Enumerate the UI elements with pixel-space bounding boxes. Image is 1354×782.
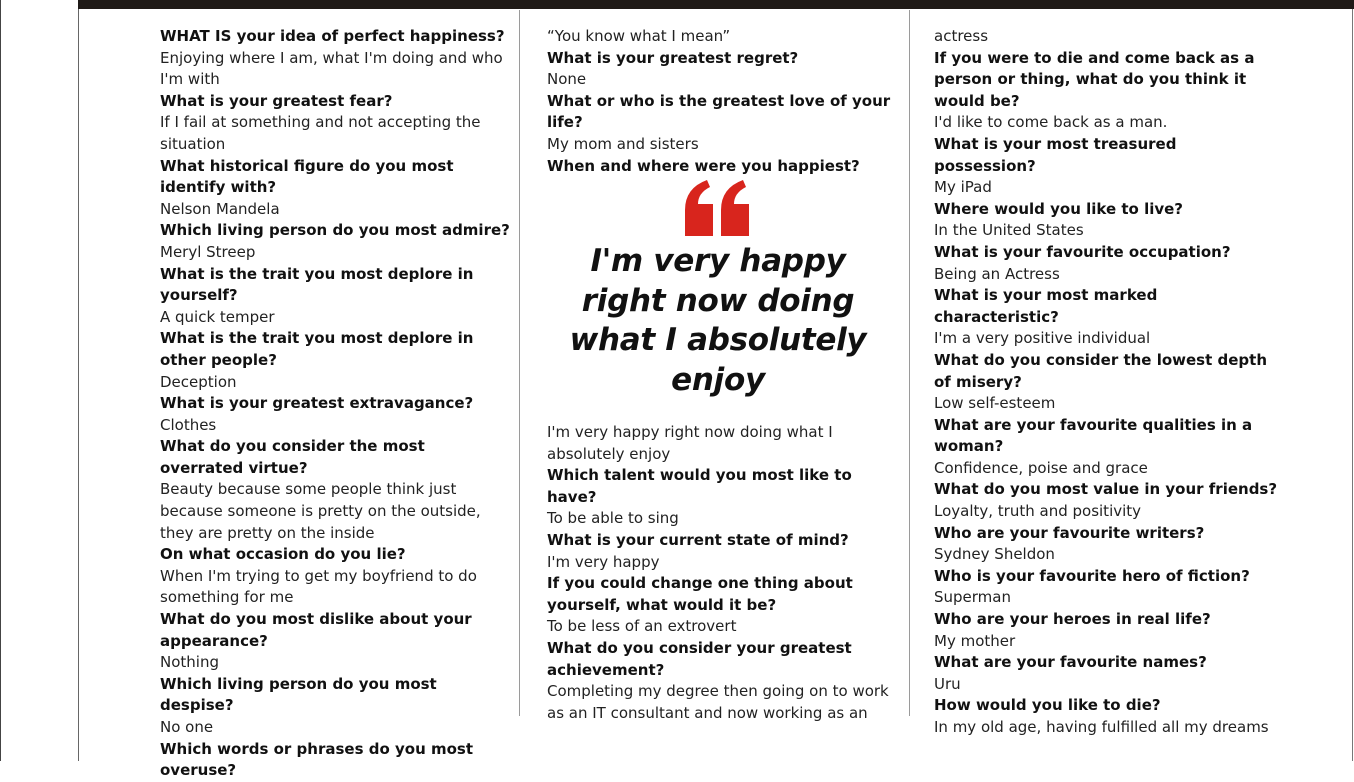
answer-text: I'm very happy right now doing what I absolutely enjoy (547, 423, 833, 463)
question-text: What is your greatest extravagance? (160, 394, 474, 413)
answer-text: None (547, 70, 587, 89)
answer-text: Sydney Sheldon (934, 545, 1055, 564)
question-text: Who is your favourite hero of fiction? (934, 566, 1250, 585)
answer-text: If I fail at something and not accepting the situation (160, 113, 481, 153)
page-edge-right (1352, 0, 1353, 761)
question-text: What is your greatest regret? (547, 48, 799, 67)
question-text: Which living person do you most admire? (160, 221, 510, 240)
question-text: What or who is the greatest love of your life? (547, 91, 891, 132)
question-text: Who are your favourite writers? (934, 523, 1205, 542)
answer-text: My iPad (934, 178, 992, 197)
question-text: Which words or phrases do you most overuse? (160, 739, 474, 780)
answer-text: Clothes (160, 415, 217, 434)
question-text: Which living person do you most despise? (160, 674, 437, 715)
answer-text: Loyalty, truth and positivity (934, 502, 1142, 521)
answer-text: actress (934, 27, 989, 45)
answer-text: When I'm trying to get my boyfriend to do something for me (160, 566, 477, 607)
answer-text: Nothing (160, 653, 219, 672)
column-divider-2 (909, 10, 910, 716)
answer-text: In my old age, having fulfilled all my dreams (934, 718, 1269, 736)
answer-text: Beauty because some people think just because someone is pretty on the outside, they are pretty on the inside (160, 480, 481, 542)
answer-text: A quick temper (160, 307, 275, 326)
top-bar (78, 0, 1354, 9)
question-text: What is your current state of mind? (547, 530, 849, 549)
answer-text: Low self-esteem (934, 394, 1056, 413)
answer-text: No one (160, 718, 214, 736)
page-gutter-line (78, 0, 79, 761)
question-text: What are your favourite qualities in a woman? (934, 415, 1253, 456)
quote-mark-left (685, 180, 713, 236)
quote-mark-icon (683, 180, 753, 238)
page-edge (0, 0, 1, 761)
question-text: If you could change one thing about yourself, what would it be? (547, 574, 853, 614)
question-text: Which talent would you most like to have? (547, 466, 852, 506)
answer-text: My mom and sisters (547, 134, 699, 153)
question-text: When and where were you happiest? (547, 156, 860, 175)
question-text: What do you consider the most overrated virtue? (160, 437, 425, 477)
answer-text: Deception (160, 372, 237, 391)
questionnaire-column-left (160, 26, 510, 782)
questionnaire-column-middle-top (547, 26, 892, 177)
questionnaire-column-right (934, 26, 1279, 739)
quote-mark-right (721, 180, 749, 236)
question-text: On what occasion do you lie? (160, 545, 406, 564)
question-text: What is the trait you most deplore in other people? (160, 329, 474, 369)
answer-text: I'd like to come back as a man. (934, 113, 1168, 132)
questionnaire-column-middle-bottom (547, 422, 892, 724)
answer-text: “You know what I mean” (547, 27, 731, 45)
pull-quote (548, 180, 888, 400)
question-text: What do you most dislike about your appearance? (160, 610, 472, 650)
question-text: If you were to die and come back as a person or thing, what do you think it would be? (934, 48, 1255, 110)
answer-text: To be able to sing (547, 509, 679, 528)
answer-text: I'm very happy (547, 552, 660, 571)
question-text: Who are your heroes in real life? (934, 610, 1211, 629)
question-text: What do you most value in your friends? (934, 480, 1278, 499)
question-text: What is your greatest fear? (160, 91, 393, 110)
question-text: WHAT IS your idea of perfect happiness? (160, 27, 505, 45)
question-text: What is your most marked characteristic? (934, 286, 1158, 326)
answer-text: In the United States (934, 221, 1084, 240)
answer-text: Confidence, poise and grace (934, 458, 1148, 477)
question-text: What is the trait you most deplore in yourself? (160, 264, 474, 305)
question-text: What do you consider your greatest achievement? (547, 638, 852, 679)
answer-text: To be less of an extrovert (547, 617, 737, 636)
answer-text: Meryl Streep (160, 242, 256, 261)
answer-text: My mother (934, 631, 1016, 650)
pull-quote-text: I'm very happy right now doing what I absolutely enjoy (569, 243, 867, 398)
column-divider-1 (519, 10, 520, 716)
question-text: Where would you like to live? (934, 199, 1184, 218)
answer-text: I'm a very positive individual (934, 329, 1151, 348)
answer-text: Superman (934, 588, 1011, 607)
answer-text: Enjoying where I am, what I'm doing and who I'm with (160, 48, 503, 89)
answer-text: Nelson Mandela (160, 199, 280, 218)
answer-text: Completing my degree then going on to work as an IT consultant and now working as an (547, 682, 889, 722)
question-text: What are your favourite names? (934, 653, 1207, 672)
question-text: What do you consider the lowest depth of misery? (934, 350, 1268, 391)
question-text: What is your most treasured possession? (934, 134, 1177, 175)
answer-text: Uru (934, 674, 961, 693)
answer-text: Being an Actress (934, 264, 1060, 283)
question-text: What is your favourite occupation? (934, 242, 1231, 261)
question-text: How would you like to die? (934, 696, 1161, 715)
question-text: What historical figure do you most identify with? (160, 156, 454, 197)
